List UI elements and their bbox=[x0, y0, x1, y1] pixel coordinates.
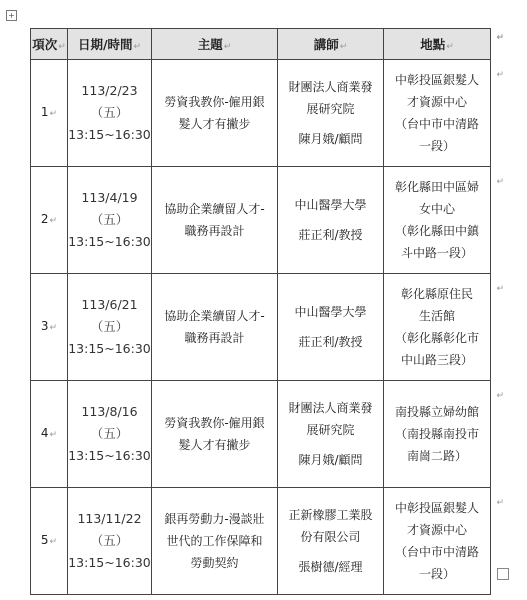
session-weekday: （五） bbox=[90, 105, 129, 120]
date-time-cell bbox=[68, 274, 152, 381]
location-line: 中彰投區銀髮人 bbox=[394, 73, 479, 87]
speaker-organization: 份有限公司 bbox=[300, 530, 361, 544]
speaker-cell bbox=[278, 381, 384, 488]
location-line: 女中心 bbox=[418, 202, 455, 216]
table-row bbox=[31, 274, 491, 381]
speaker-name-title: 陳月娥/顧問 bbox=[298, 132, 363, 146]
location-line: 中山路三段） bbox=[400, 353, 473, 367]
location-cell bbox=[384, 488, 504, 595]
paragraph-mark-icon: ↵ bbox=[49, 216, 58, 226]
topic-line: 世代的工作保障和 bbox=[166, 534, 263, 548]
session-date: 113/2/23 bbox=[81, 83, 138, 98]
date-time-cell bbox=[68, 167, 152, 274]
row-end-mark-icon: ↵ bbox=[496, 284, 504, 294]
item-number: 5 bbox=[40, 533, 49, 547]
location-cell bbox=[384, 381, 504, 488]
item-number-cell bbox=[31, 167, 68, 274]
topic-line: 協助企業續留人才- bbox=[164, 202, 265, 216]
seminar-schedule-table bbox=[30, 28, 504, 595]
session-time: 13:15~16:30 bbox=[68, 341, 151, 356]
location-line: 中彰投區銀髮人 bbox=[394, 501, 479, 515]
location-line: （彰化縣彰化市 bbox=[394, 331, 479, 345]
speaker-cell bbox=[278, 60, 384, 167]
speaker-organization: 展研究院 bbox=[306, 102, 355, 116]
topic-line: 職務再設計 bbox=[184, 331, 245, 345]
topic-cell bbox=[152, 488, 278, 595]
topic-cell bbox=[152, 381, 278, 488]
topic-line: 勞資我教你-僱用銀 bbox=[164, 95, 265, 109]
table-row bbox=[31, 60, 491, 167]
header-item-no: 項次↵ bbox=[31, 29, 68, 60]
paragraph-mark-icon: ↵ bbox=[49, 323, 58, 333]
session-weekday: （五） bbox=[90, 426, 129, 441]
speaker-organization: 財團法人商業發 bbox=[288, 401, 373, 415]
location-line: 才資源中心 bbox=[406, 523, 467, 537]
location-line: （台中市中清路 bbox=[394, 117, 479, 131]
item-number: 3 bbox=[40, 319, 49, 333]
table-move-handle-icon[interactable]: + bbox=[6, 10, 17, 21]
location-line: （彰化縣田中鎮 bbox=[394, 224, 479, 238]
speaker-cell bbox=[278, 274, 384, 381]
table-row bbox=[31, 381, 491, 488]
speaker-organization: 財團法人商業發 bbox=[288, 80, 373, 94]
session-date: 113/6/21 bbox=[81, 297, 138, 312]
session-time: 13:15~16:30 bbox=[68, 127, 151, 142]
location-line: 南投縣立婦幼館 bbox=[394, 405, 479, 419]
header-date-time: 日期/時間↵ bbox=[68, 29, 152, 60]
location-line: 生活館 bbox=[418, 309, 455, 323]
session-time: 13:15~16:30 bbox=[68, 448, 151, 463]
session-weekday: （五） bbox=[90, 533, 129, 548]
speaker-organization: 中山醫學大學 bbox=[294, 305, 367, 319]
row-end-mark-icon: ↵ bbox=[496, 70, 504, 80]
item-number-cell bbox=[31, 60, 68, 167]
topic-line: 勞動契約 bbox=[190, 556, 239, 570]
row-end-mark-icon: ↵ bbox=[496, 177, 504, 187]
speaker-cell bbox=[278, 488, 384, 595]
session-date: 113/11/22 bbox=[77, 511, 142, 526]
speaker-cell bbox=[278, 167, 384, 274]
date-time-cell bbox=[68, 488, 152, 595]
location-cell bbox=[384, 274, 504, 381]
header-location: 地點↵ ↵ bbox=[384, 29, 491, 60]
topic-line: 髮人才有撇步 bbox=[178, 438, 251, 452]
row-end-mark-icon: ↵ bbox=[496, 391, 504, 401]
speaker-name-title: 陳月娥/顧問 bbox=[298, 453, 363, 467]
speaker-name-title: 莊正利/教授 bbox=[298, 335, 363, 349]
item-number-cell bbox=[31, 381, 68, 488]
table-header-row bbox=[31, 29, 491, 60]
speaker-organization: 展研究院 bbox=[306, 423, 355, 437]
speaker-organization: 中山醫學大學 bbox=[294, 198, 367, 212]
session-weekday: （五） bbox=[90, 212, 129, 227]
session-time: 13:15~16:30 bbox=[68, 555, 151, 570]
header-topic: 主題↵ bbox=[152, 29, 278, 60]
location-cell bbox=[384, 60, 504, 167]
location-line: 一段） bbox=[418, 139, 455, 153]
location-line: （台中市中清路 bbox=[394, 545, 479, 559]
location-line: 斗中路一段） bbox=[400, 246, 473, 260]
session-date: 113/4/19 bbox=[81, 190, 138, 205]
location-line: 彰化縣田中區婦 bbox=[394, 180, 479, 194]
speaker-organization: 正新橡膠工業股 bbox=[288, 508, 373, 522]
topic-line: 勞資我教你-僱用銀 bbox=[164, 416, 265, 430]
header-speaker: 講師↵ bbox=[278, 29, 384, 60]
topic-line: 髮人才有撇步 bbox=[178, 117, 251, 131]
table-row bbox=[31, 488, 491, 595]
location-line: 南崗二路） bbox=[406, 449, 467, 463]
location-line: （南投縣南投市 bbox=[394, 427, 479, 441]
row-end-mark-icon: ↵ bbox=[496, 498, 504, 508]
paragraph-mark-icon: ↵ bbox=[49, 430, 58, 440]
topic-line: 職務再設計 bbox=[184, 224, 245, 238]
table-resize-handle[interactable] bbox=[497, 568, 509, 580]
item-number: 1 bbox=[40, 105, 49, 119]
topic-line: 協助企業續留人才- bbox=[164, 309, 265, 323]
topic-cell bbox=[152, 167, 278, 274]
date-time-cell bbox=[68, 60, 152, 167]
session-date: 113/8/16 bbox=[81, 404, 138, 419]
date-time-cell bbox=[68, 381, 152, 488]
item-number: 4 bbox=[40, 426, 49, 440]
table-row bbox=[31, 167, 491, 274]
topic-line: 銀再勞動力-漫談壯 bbox=[164, 512, 265, 526]
location-line: 才資源中心 bbox=[406, 95, 467, 109]
item-number-cell bbox=[31, 488, 68, 595]
session-time: 13:15~16:30 bbox=[68, 234, 151, 249]
topic-cell bbox=[152, 274, 278, 381]
paragraph-mark-icon: ↵ bbox=[49, 537, 58, 547]
speaker-name-title: 莊正利/教授 bbox=[298, 228, 363, 242]
location-cell bbox=[384, 167, 504, 274]
paragraph-mark-icon: ↵ bbox=[49, 109, 58, 119]
session-weekday: （五） bbox=[90, 319, 129, 334]
item-number: 2 bbox=[40, 212, 49, 226]
location-line: 彰化縣原住民 bbox=[400, 287, 473, 301]
topic-cell bbox=[152, 60, 278, 167]
speaker-name-title: 張樹德/經理 bbox=[298, 560, 363, 574]
location-line: 一段） bbox=[418, 567, 455, 581]
item-number-cell bbox=[31, 274, 68, 381]
